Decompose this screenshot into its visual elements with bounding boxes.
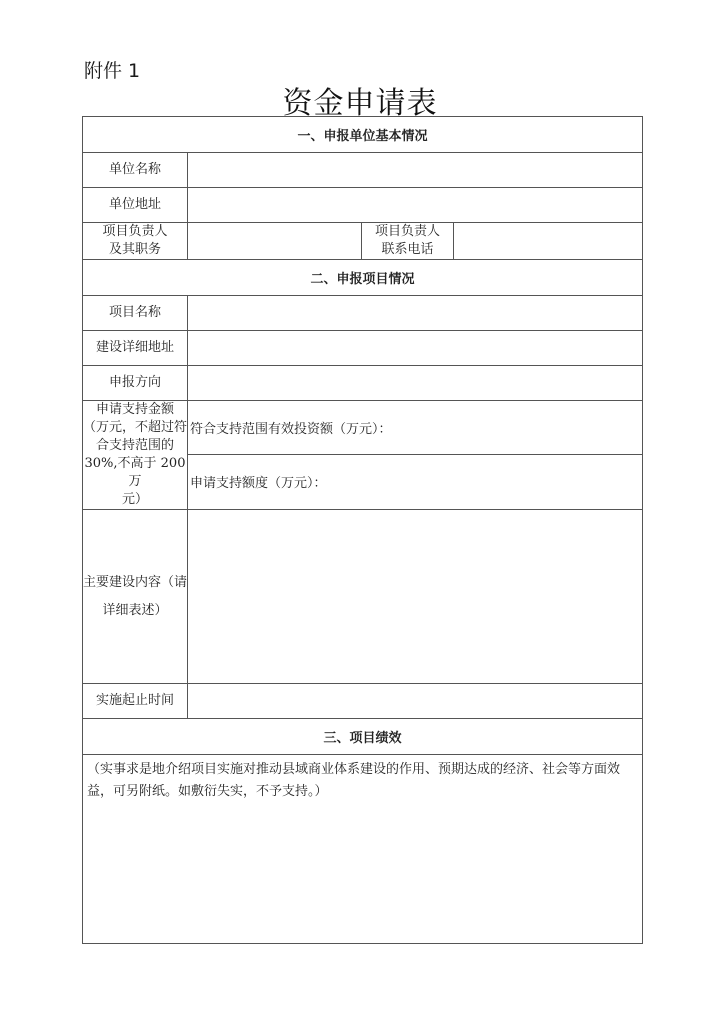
field-unit-address[interactable]	[188, 188, 643, 223]
label-main-content-line1: 主要建设内容（请	[83, 574, 188, 590]
field-project-name[interactable]	[188, 296, 643, 331]
label-support-amount-line3: 合支持范围的	[95, 438, 174, 453]
label-build-address: 建设详细地址	[83, 331, 188, 366]
label-support-amount-line5: 元）	[121, 492, 148, 507]
field-performance[interactable]	[83, 755, 643, 944]
performance-note: （实事求是地介绍项目实施对推动县域商业体系建设的作用、预期达成的经济、社会等方面效益，可另附纸。如敷衍失实，不予支持。）	[87, 762, 621, 799]
field-eligible-investment[interactable]: 符合支持范围有效投资额（万元）：	[188, 401, 643, 455]
label-main-content-line2: 详细表述）	[102, 602, 168, 618]
label-support-amount-line1: 申请支持金额	[95, 402, 174, 417]
section-title-applicant: 一、申报单位基本情况	[83, 117, 643, 153]
label-implementation-period: 实施起止时间	[83, 684, 188, 719]
label-project-leader-line1: 项目负责人	[102, 224, 168, 239]
field-leader-phone[interactable]	[454, 223, 643, 260]
label-unit-address: 单位地址	[83, 188, 188, 223]
section-title-performance: 三、项目绩效	[83, 719, 643, 755]
label-leader-phone-line2: 联系电话	[381, 242, 434, 257]
label-leader-phone-line1: 项目负责人	[374, 224, 440, 239]
label-project-leader	[83, 223, 188, 260]
application-form-table	[82, 116, 643, 944]
field-support-amount[interactable]: 申请支持额度（万元）：	[188, 454, 643, 509]
field-main-content[interactable]	[188, 510, 643, 684]
label-support-amount-line2: （万元，不超过符	[83, 420, 188, 435]
field-direction[interactable]	[188, 366, 643, 401]
field-project-leader[interactable]	[188, 223, 362, 260]
label-project-leader-line2: 及其职务	[108, 242, 161, 257]
label-leader-phone	[362, 223, 454, 260]
label-main-content	[83, 510, 188, 684]
label-support-amount	[83, 401, 188, 510]
field-implementation-period[interactable]	[188, 684, 643, 719]
label-direction: 申报方向	[83, 366, 188, 401]
section-title-project: 二、申报项目情况	[83, 260, 643, 296]
label-unit-name: 单位名称	[83, 153, 188, 188]
label-project-name: 项目名称	[83, 296, 188, 331]
attachment-label: 附件 1	[84, 60, 141, 82]
field-build-address[interactable]	[188, 331, 643, 366]
label-support-amount-line4: 30%,不高于 200 万	[84, 456, 186, 489]
field-unit-name[interactable]	[188, 153, 643, 188]
document-title: 资金申请表	[282, 86, 438, 121]
